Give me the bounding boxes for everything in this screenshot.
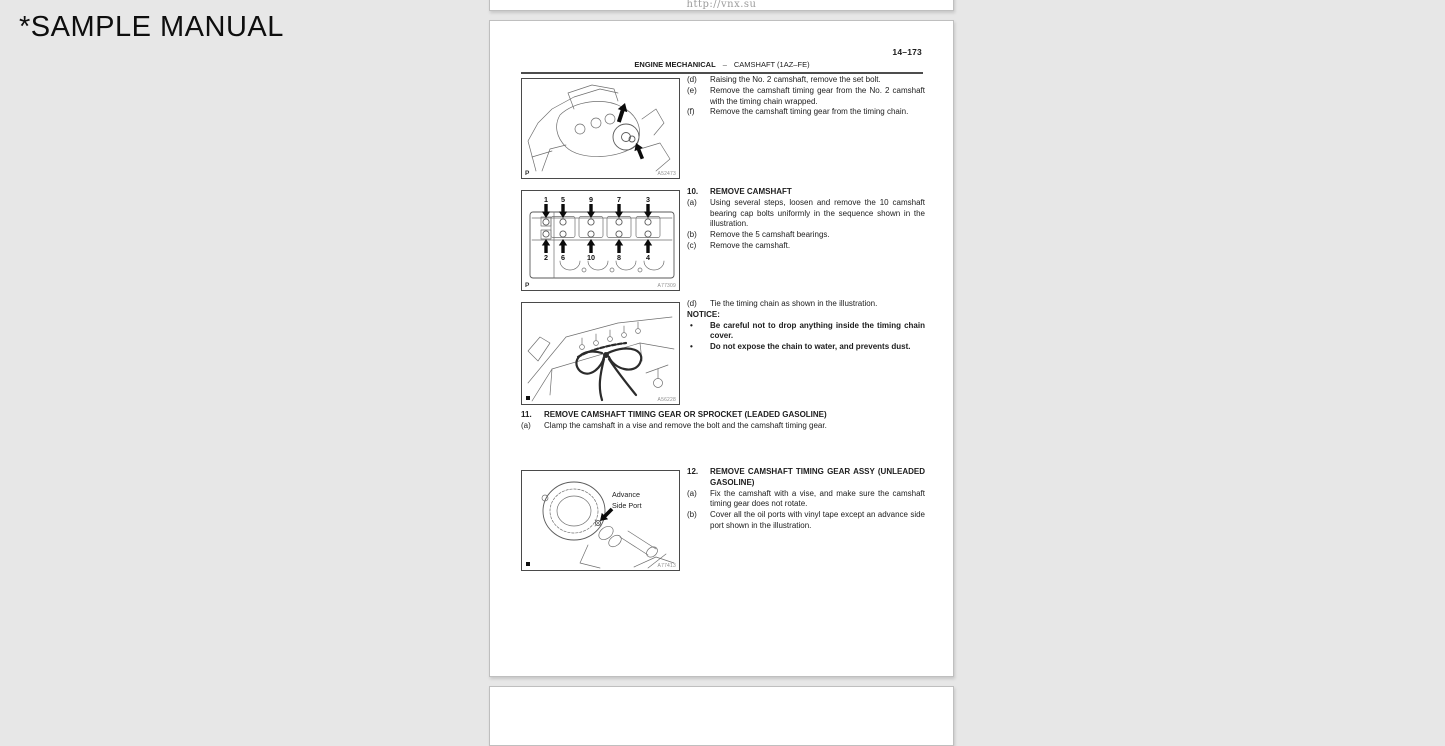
step-heading bbox=[687, 467, 925, 489]
step-label: (e) bbox=[687, 85, 697, 95]
chain-bow bbox=[576, 343, 641, 400]
figure-corner-mark: P bbox=[525, 170, 530, 177]
sequence-numbers-top bbox=[544, 195, 650, 204]
step-label: (a) bbox=[687, 197, 697, 207]
step-11-block bbox=[521, 410, 925, 432]
svg-text:8: 8 bbox=[617, 253, 621, 262]
next-page-edge bbox=[489, 686, 954, 746]
figure-tied-timing-chain bbox=[521, 302, 680, 405]
step-number: 10. bbox=[687, 187, 699, 196]
figure-advance-side-port bbox=[521, 470, 680, 571]
step-label: (d) bbox=[687, 299, 697, 308]
svg-text:Side Port: Side Port bbox=[612, 501, 642, 510]
manual-page bbox=[489, 20, 954, 677]
sequence-arrows-up bbox=[542, 239, 652, 253]
step-label: (c) bbox=[687, 240, 697, 250]
step-text: Remove the camshaft timing gear from the timing chain. bbox=[710, 107, 909, 117]
step-item bbox=[687, 86, 925, 108]
figure-corner-square bbox=[526, 562, 530, 566]
step-text: Cover all the oil ports with vinyl tape except an advance side port shown in the illustration. bbox=[710, 510, 925, 530]
svg-text:7: 7 bbox=[617, 195, 621, 204]
svg-text:1: 1 bbox=[544, 195, 548, 204]
step-number: 11. bbox=[521, 410, 532, 419]
page-header bbox=[521, 60, 923, 74]
svg-text:6: 6 bbox=[561, 253, 565, 262]
figure-code: A52473 bbox=[657, 171, 676, 177]
svg-text:3: 3 bbox=[646, 195, 650, 204]
timing-gear-line-art bbox=[522, 471, 679, 570]
figure-camshaft-setbolt bbox=[521, 78, 680, 179]
step-item bbox=[687, 198, 925, 230]
step-item bbox=[687, 510, 925, 532]
step-text: Raising the No. 2 camshaft, remove the set bolt. bbox=[710, 75, 881, 84]
figure-bolt-sequence bbox=[521, 190, 680, 291]
header-separator: – bbox=[722, 60, 727, 69]
svg-text:Advance: Advance bbox=[612, 490, 640, 499]
svg-text:10: 10 bbox=[587, 253, 595, 262]
step-item bbox=[687, 75, 925, 86]
page-number: 14–173 bbox=[892, 47, 922, 57]
notice-item bbox=[687, 342, 925, 353]
step-item bbox=[687, 230, 925, 241]
step-title: REMOVE CAMSHAFT bbox=[710, 187, 792, 196]
figure-code: A56228 bbox=[657, 397, 676, 403]
step-item bbox=[687, 241, 925, 252]
svg-text:4: 4 bbox=[646, 253, 650, 262]
sequence-arrows-down bbox=[542, 204, 652, 218]
step-label: (a) bbox=[521, 420, 531, 430]
figure-code: A77309 bbox=[657, 283, 676, 289]
notice-heading: NOTICE: bbox=[687, 309, 720, 319]
step-label: (b) bbox=[687, 230, 697, 240]
step-item bbox=[687, 299, 925, 310]
step-item bbox=[521, 421, 925, 432]
previous-page-edge bbox=[489, 0, 954, 11]
step-label: (d) bbox=[687, 75, 697, 84]
step-heading bbox=[687, 187, 925, 198]
figure-corner-mark: P bbox=[525, 282, 530, 289]
figure-corner-square bbox=[526, 396, 530, 400]
header-section: ENGINE MECHANICAL bbox=[634, 60, 716, 69]
step-label: (f) bbox=[687, 107, 695, 117]
setbolt-arrow bbox=[632, 141, 647, 160]
svg-text:2: 2 bbox=[544, 253, 548, 262]
step-label: (a) bbox=[687, 488, 697, 498]
notice-text: Be careful not to drop anything inside the timing chain cover. bbox=[710, 320, 925, 341]
advance-side-port-callout bbox=[612, 490, 642, 510]
svg-text:5: 5 bbox=[561, 195, 565, 204]
step-item bbox=[687, 489, 925, 511]
step-text: Clamp the camshaft in a vise and remove the bolt and the camshaft timing gear. bbox=[544, 420, 827, 430]
step-block-def bbox=[687, 75, 925, 118]
step-label: (b) bbox=[687, 510, 697, 520]
step-text: Remove the camshaft timing gear from the No. 2 camshaft with the timing chain wrapped. bbox=[710, 85, 925, 106]
step-title: REMOVE CAMSHAFT TIMING GEAR OR SPROCKET (LEADED GASOLINE) bbox=[544, 410, 827, 419]
step-text: Fix the camshaft with a vise, and make sure the camshaft timing gear does not rotate. bbox=[710, 488, 925, 509]
step-text: Remove the camshaft. bbox=[710, 240, 791, 250]
cylinder-head-top-view bbox=[522, 191, 679, 290]
step-text: Tie the timing chain as shown in the illustration. bbox=[710, 299, 878, 308]
step-text: Remove the 5 camshaft bearings. bbox=[710, 230, 830, 240]
step-12-block bbox=[687, 467, 925, 532]
step-10-block bbox=[687, 187, 925, 252]
step-text: Using several steps, loosen and remove the 10 camshaft bearing cap bolts uniformly in the sequence shown in the illustration. bbox=[710, 197, 925, 229]
step-number: 12. bbox=[687, 467, 699, 476]
header-topic: CAMSHAFT (1AZ–FE) bbox=[733, 60, 810, 69]
sequence-numbers-bottom bbox=[544, 253, 650, 262]
bullet: • bbox=[690, 320, 693, 330]
notice-item bbox=[687, 321, 925, 343]
svg-text:9: 9 bbox=[589, 195, 593, 204]
tied-chain-line-art bbox=[522, 303, 679, 404]
sample-manual-label: *SAMPLE MANUAL bbox=[19, 11, 284, 43]
step-item bbox=[687, 107, 925, 118]
step-title: REMOVE CAMSHAFT TIMING GEAR ASSY (UNLEADED GASOLINE) bbox=[710, 467, 925, 487]
figure-code: A77413 bbox=[657, 563, 676, 569]
notice-text: Do not expose the chain to water, and prevents dust. bbox=[710, 342, 911, 352]
bullet: • bbox=[690, 342, 693, 352]
notice-block bbox=[687, 299, 925, 353]
url-watermark: http://vnx.su bbox=[686, 0, 757, 10]
engine-line-art bbox=[522, 79, 679, 178]
step-heading bbox=[521, 410, 925, 421]
